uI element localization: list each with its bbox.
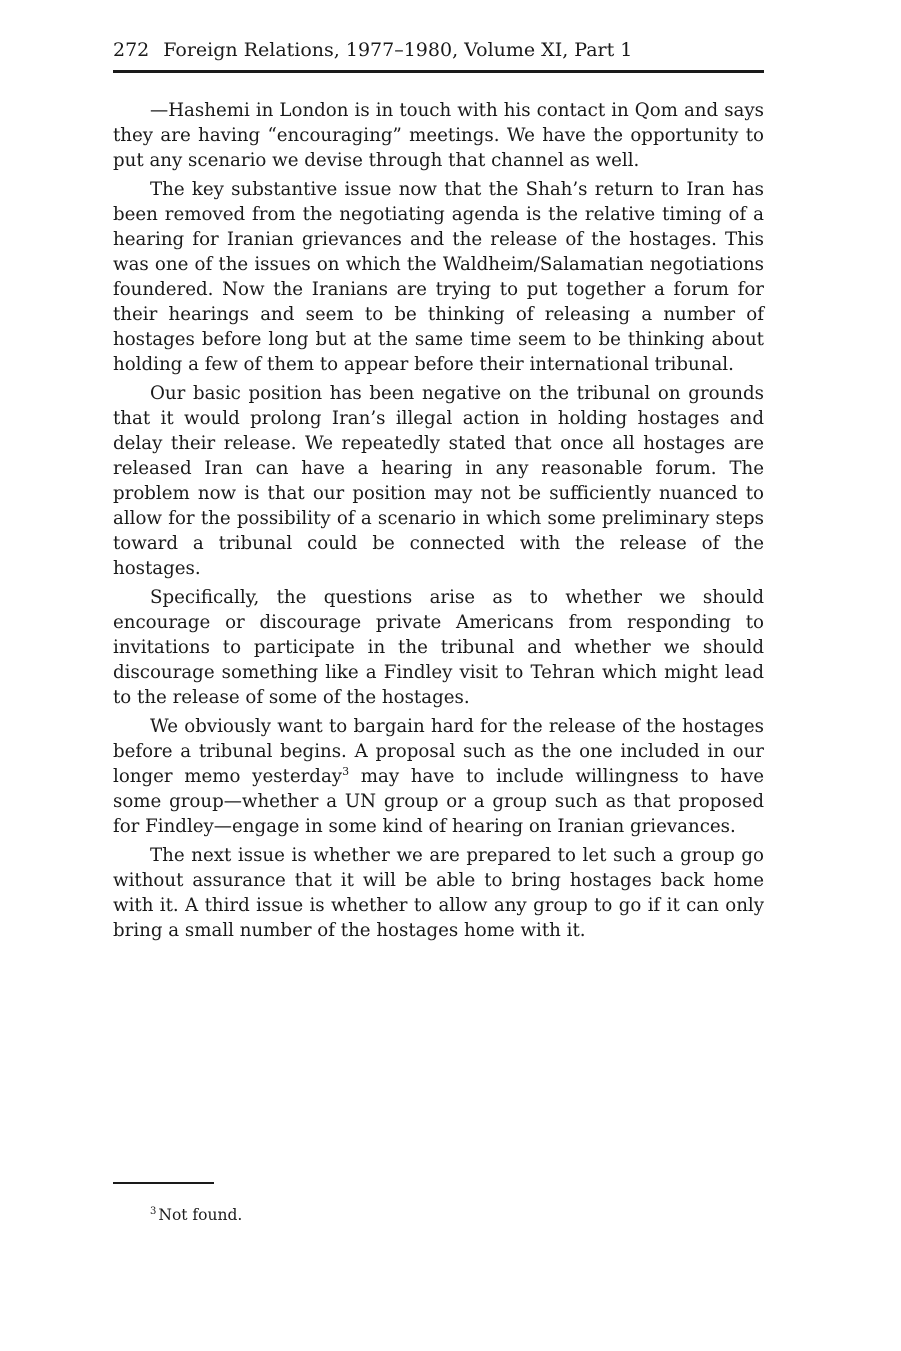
paragraph-specific-questions: Specifically, the questions arise as to whether we should encourage or discourage private Americans from responding to invitations to participate in the tribunal and whether we should discourage something like a Findley visit to Tehran which might lead to the release of some of the hostages. bbox=[113, 587, 764, 708]
paragraph-key-issue: The key substantive issue now that the Shah’s return to Iran has been removed from the negotiating agenda is the relative timing of a hearing for Iranian grievances and the release of the hostages. This was one of the issues on which the Waldheim/Salamatian negotiations foundered. Now the Iranians are trying to put together a forum for their hearings and seem to be thinking of releasing a number of hostages before long but at the same time seem to be thinking about holding a few of them to appear before their international tribunal. bbox=[113, 179, 764, 375]
paragraph-bargain bbox=[113, 714, 764, 839]
running-title: Foreign Relations, 1977–1980, Volume XI, Part 1 bbox=[163, 39, 633, 61]
paragraph-next-issue: The next issue is whether we are prepared to let such a group go without assurance that it will be able to bring hostages back home with it. A third issue is whether to allow any group to go if it can only bring a small number of the hostages home with it. bbox=[113, 845, 764, 941]
paragraph-basic-position: Our basic position has been negative on the tribunal on grounds that it would prolong Iran’s illegal action in holding hostages and delay their release. We repeatedly stated that once all hostages are released Iran can have a hearing in any reasonable forum. The problem now is that our position may not be sufficiently nuanced to allow for the possibility of a scenario in which some preliminary steps toward a tribunal could be connected with the release of the hostages. bbox=[113, 383, 764, 579]
footnote-divider bbox=[113, 1182, 214, 1184]
paragraph-hashemi: —Hashemi in London is in touch with his contact in Qom and says they are having “encouraging” meetings. We have the opportunity to put any scenario we devise through that channel as well. bbox=[113, 100, 764, 171]
paragraph-bargain-end: may have to include willingness to have some group—whether a UN group or a group such as that proposed for Findley—engage in some kind of hearing on Iranian grievances. bbox=[113, 766, 764, 837]
footnote-number: 3 bbox=[150, 1206, 157, 1217]
paragraph-bargain-start: We obviously want to bargain hard for the release of the hostages before a tribunal begins. A proposal such as the one included in our longer memo yesterday bbox=[113, 716, 764, 787]
document-page bbox=[113, 0, 764, 1351]
running-head bbox=[113, 36, 764, 73]
footnote bbox=[150, 1204, 242, 1226]
footnote-text: Not found. bbox=[158, 1206, 243, 1224]
body-text bbox=[113, 98, 764, 947]
footnote-reference: 3 bbox=[342, 765, 350, 778]
page-number: 272 bbox=[113, 39, 150, 61]
